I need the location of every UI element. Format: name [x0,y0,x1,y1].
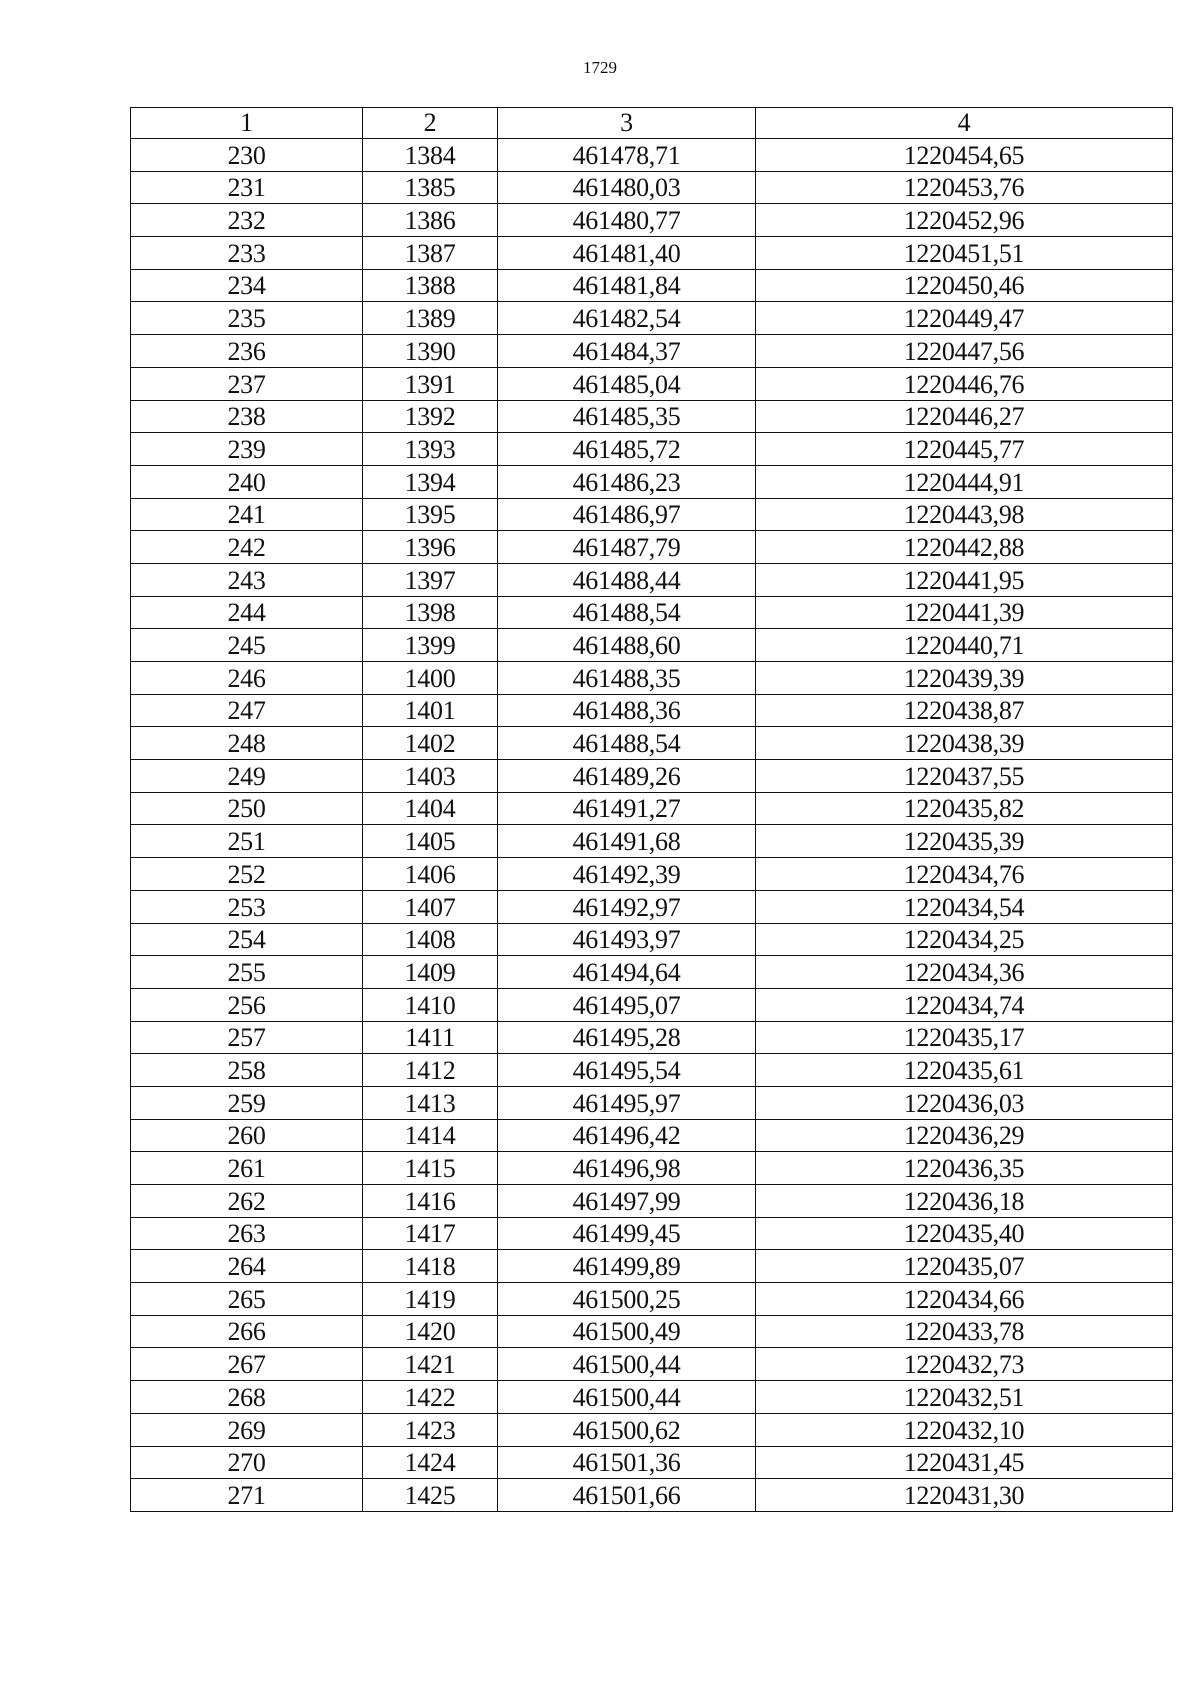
table-cell-col-4: 1220446,76 [756,367,1173,400]
table-cell-col-2: 1388 [363,269,498,302]
table-cell-col-2: 1412 [363,1054,498,1087]
table-cell-col-3: 461492,97 [498,890,756,923]
table-cell-col-4: 1220431,30 [756,1479,1173,1512]
table-cell-col-3: 461484,37 [498,335,756,368]
table-cell-col-4: 1220454,65 [756,139,1173,172]
table-cell-col-4: 1220443,98 [756,498,1173,531]
table-cell-col-2: 1396 [363,531,498,564]
table-row [131,956,1173,989]
table-row [131,498,1173,531]
table-cell-col-4: 1220436,35 [756,1152,1173,1185]
table-cell-col-2: 1410 [363,988,498,1021]
table-cell-col-2: 1392 [363,400,498,433]
table-cell-col-2: 1387 [363,237,498,270]
table-cell-col-1: 247 [131,694,363,727]
table-row [131,1348,1173,1381]
table-cell-col-2: 1386 [363,204,498,237]
table-cell-col-3: 461489,26 [498,760,756,793]
table-cell-col-1: 255 [131,956,363,989]
table-cell-col-3: 461500,44 [498,1381,756,1414]
table-cell-col-4: 1220441,39 [756,596,1173,629]
table-cell-col-1: 269 [131,1413,363,1446]
table-cell-col-1: 233 [131,237,363,270]
table-cell-col-2: 1413 [363,1086,498,1119]
table-cell-col-2: 1384 [363,139,498,172]
table-row [131,988,1173,1021]
page-number: 1729 [583,58,617,77]
table-row [131,400,1173,433]
table-cell-col-3: 461491,27 [498,792,756,825]
table-cell-col-4: 1220432,73 [756,1348,1173,1381]
table-cell-col-2: 1389 [363,302,498,335]
table-cell-col-4: 1220441,95 [756,563,1173,596]
table-cell-col-3: 461488,44 [498,563,756,596]
table-cell-col-1: 253 [131,890,363,923]
table-cell-col-1: 270 [131,1446,363,1479]
table-row [131,465,1173,498]
table-cell-col-4: 1220434,25 [756,923,1173,956]
table-cell-col-2: 1411 [363,1021,498,1054]
table-cell-col-3: 461488,54 [498,727,756,760]
table-cell-col-1: 245 [131,629,363,662]
table-cell-col-3: 461488,36 [498,694,756,727]
table-cell-col-3: 461500,25 [498,1283,756,1316]
table-cell-col-3: 461482,54 [498,302,756,335]
table-cell-col-2: 1422 [363,1381,498,1414]
table-cell-col-2: 1417 [363,1217,498,1250]
table-cell-col-4: 1220446,27 [756,400,1173,433]
table-cell-col-4: 1220437,55 [756,760,1173,793]
table-cell-col-4: 1220438,87 [756,694,1173,727]
table-cell-col-4: 1220439,39 [756,662,1173,695]
table-cell-col-2: 1404 [363,792,498,825]
header-cell-3: 3 [498,108,756,139]
table-cell-col-1: 265 [131,1283,363,1316]
table-cell-col-4: 1220434,54 [756,890,1173,923]
table-cell-col-2: 1397 [363,563,498,596]
table-cell-col-1: 268 [131,1381,363,1414]
table-cell-col-2: 1401 [363,694,498,727]
table-cell-col-2: 1400 [363,662,498,695]
table-cell-col-3: 461486,97 [498,498,756,531]
table-cell-col-1: 248 [131,727,363,760]
table-row [131,1152,1173,1185]
table-cell-col-2: 1418 [363,1250,498,1283]
table-cell-col-3: 461486,23 [498,465,756,498]
table-row [131,760,1173,793]
table-cell-col-3: 461496,42 [498,1119,756,1152]
table-cell-col-4: 1220433,78 [756,1315,1173,1348]
table-row [131,367,1173,400]
table-cell-col-4: 1220434,66 [756,1283,1173,1316]
table-cell-col-3: 461493,97 [498,923,756,956]
table-row [131,237,1173,270]
table-row [131,1119,1173,1152]
table-cell-col-4: 1220438,39 [756,727,1173,760]
table-cell-col-1: 261 [131,1152,363,1185]
table-row [131,629,1173,662]
table-cell-col-4: 1220435,82 [756,792,1173,825]
table-cell-col-3: 461491,68 [498,825,756,858]
table-row [131,1054,1173,1087]
table-cell-col-4: 1220445,77 [756,433,1173,466]
table-cell-col-3: 461488,54 [498,596,756,629]
table-cell-col-2: 1423 [363,1413,498,1446]
table-cell-col-1: 260 [131,1119,363,1152]
table-cell-col-1: 263 [131,1217,363,1250]
table-row [131,531,1173,564]
header-cell-1: 1 [131,108,363,139]
table-cell-col-4: 1220451,51 [756,237,1173,270]
table-cell-col-2: 1419 [363,1283,498,1316]
table-cell-col-4: 1220436,03 [756,1086,1173,1119]
table-cell-col-4: 1220435,61 [756,1054,1173,1087]
table-row [131,825,1173,858]
table-cell-col-3: 461495,28 [498,1021,756,1054]
table-cell-col-2: 1424 [363,1446,498,1479]
table-cell-col-2: 1406 [363,858,498,891]
table-cell-col-1: 264 [131,1250,363,1283]
table-cell-col-4: 1220449,47 [756,302,1173,335]
table-row [131,596,1173,629]
table-cell-col-2: 1398 [363,596,498,629]
table-cell-col-4: 1220436,18 [756,1185,1173,1218]
table-cell-col-3: 461497,99 [498,1185,756,1218]
table-cell-col-3: 461499,89 [498,1250,756,1283]
table-cell-col-1: 266 [131,1315,363,1348]
table-cell-col-4: 1220432,10 [756,1413,1173,1446]
table-row [131,171,1173,204]
table-cell-col-4: 1220431,45 [756,1446,1173,1479]
table-row [131,563,1173,596]
table-cell-col-3: 461485,04 [498,367,756,400]
table-cell-col-2: 1416 [363,1185,498,1218]
table-cell-col-3: 461478,71 [498,139,756,172]
table-cell-col-3: 461500,49 [498,1315,756,1348]
table-cell-col-1: 234 [131,269,363,302]
table-row [131,1250,1173,1283]
table-cell-col-1: 231 [131,171,363,204]
table-cell-col-3: 461500,44 [498,1348,756,1381]
table-cell-col-3: 461488,35 [498,662,756,695]
table-cell-col-3: 461495,07 [498,988,756,1021]
table-row [131,1381,1173,1414]
table-row [131,1446,1173,1479]
table-cell-col-2: 1402 [363,727,498,760]
table-cell-col-1: 262 [131,1185,363,1218]
table-cell-col-2: 1425 [363,1479,498,1512]
table-cell-col-1: 258 [131,1054,363,1087]
table-row [131,890,1173,923]
table-cell-col-3: 461480,03 [498,171,756,204]
table-body [131,139,1173,1512]
header-cell-4: 4 [756,108,1173,139]
table-cell-col-1: 230 [131,139,363,172]
table-row [131,1479,1173,1512]
table-cell-col-3: 461495,97 [498,1086,756,1119]
table-cell-col-2: 1399 [363,629,498,662]
table-cell-col-2: 1407 [363,890,498,923]
table-cell-col-1: 238 [131,400,363,433]
table-cell-col-1: 237 [131,367,363,400]
table-cell-col-3: 461485,72 [498,433,756,466]
table-cell-col-3: 461501,36 [498,1446,756,1479]
table-header [131,108,1173,139]
table-cell-col-2: 1415 [363,1152,498,1185]
table-cell-col-3: 461487,79 [498,531,756,564]
table-cell-col-2: 1394 [363,465,498,498]
table-row [131,694,1173,727]
table-row [131,1086,1173,1119]
table-cell-col-2: 1403 [363,760,498,793]
table-cell-col-2: 1391 [363,367,498,400]
table-row [131,1021,1173,1054]
table-cell-col-4: 1220452,96 [756,204,1173,237]
table-cell-col-1: 236 [131,335,363,368]
table-row [131,1413,1173,1446]
table-cell-col-2: 1421 [363,1348,498,1381]
table-row [131,1217,1173,1250]
table-row [131,858,1173,891]
table-cell-col-3: 461499,45 [498,1217,756,1250]
table-cell-col-3: 461480,77 [498,204,756,237]
table-row [131,433,1173,466]
table-cell-col-1: 244 [131,596,363,629]
table-cell-col-4: 1220435,39 [756,825,1173,858]
table-cell-col-1: 267 [131,1348,363,1381]
table-row [131,269,1173,302]
table-cell-col-3: 461494,64 [498,956,756,989]
table-cell-col-1: 239 [131,433,363,466]
table-cell-col-2: 1390 [363,335,498,368]
table-row [131,792,1173,825]
coordinates-table [130,107,1173,1512]
table-cell-col-4: 1220447,56 [756,335,1173,368]
table-row [131,1315,1173,1348]
table-cell-col-4: 1220434,74 [756,988,1173,1021]
table-cell-col-1: 249 [131,760,363,793]
table-cell-col-1: 250 [131,792,363,825]
table-row [131,1185,1173,1218]
table-cell-col-4: 1220434,36 [756,956,1173,989]
table-cell-col-3: 461481,84 [498,269,756,302]
table-cell-col-1: 235 [131,302,363,335]
table-cell-col-2: 1420 [363,1315,498,1348]
table-row [131,139,1173,172]
table-cell-col-2: 1408 [363,923,498,956]
table-cell-col-4: 1220432,51 [756,1381,1173,1414]
table-cell-col-3: 461492,39 [498,858,756,891]
table-cell-col-4: 1220435,17 [756,1021,1173,1054]
table-row [131,335,1173,368]
table-row [131,923,1173,956]
table-cell-col-4: 1220450,46 [756,269,1173,302]
table-cell-col-3: 461496,98 [498,1152,756,1185]
table-cell-col-1: 254 [131,923,363,956]
table-cell-col-4: 1220444,91 [756,465,1173,498]
table-cell-col-3: 461500,62 [498,1413,756,1446]
table-row [131,727,1173,760]
header-cell-2: 2 [363,108,498,139]
table-cell-col-1: 240 [131,465,363,498]
table-cell-col-1: 252 [131,858,363,891]
table-cell-col-1: 243 [131,563,363,596]
table-cell-col-4: 1220453,76 [756,171,1173,204]
table-cell-col-1: 232 [131,204,363,237]
table-cell-col-2: 1385 [363,171,498,204]
table-cell-col-1: 257 [131,1021,363,1054]
table-cell-col-1: 246 [131,662,363,695]
table-cell-col-2: 1393 [363,433,498,466]
table-cell-col-4: 1220436,29 [756,1119,1173,1152]
table-cell-col-3: 461485,35 [498,400,756,433]
table-row [131,204,1173,237]
table-row [131,662,1173,695]
table-cell-col-4: 1220442,88 [756,531,1173,564]
header-row [131,108,1173,139]
table-cell-col-1: 251 [131,825,363,858]
table-cell-col-3: 461495,54 [498,1054,756,1087]
table-cell-col-2: 1414 [363,1119,498,1152]
table-cell-col-3: 461501,66 [498,1479,756,1512]
table-cell-col-1: 241 [131,498,363,531]
table-row [131,302,1173,335]
table-cell-col-4: 1220435,40 [756,1217,1173,1250]
table-cell-col-1: 256 [131,988,363,1021]
table-cell-col-1: 242 [131,531,363,564]
table-cell-col-2: 1405 [363,825,498,858]
table-cell-col-1: 271 [131,1479,363,1512]
table-cell-col-4: 1220434,76 [756,858,1173,891]
table-cell-col-1: 259 [131,1086,363,1119]
table-cell-col-4: 1220440,71 [756,629,1173,662]
table-cell-col-3: 461488,60 [498,629,756,662]
table-cell-col-2: 1409 [363,956,498,989]
table-cell-col-3: 461481,40 [498,237,756,270]
table-cell-col-4: 1220435,07 [756,1250,1173,1283]
table-row [131,1283,1173,1316]
table-cell-col-2: 1395 [363,498,498,531]
